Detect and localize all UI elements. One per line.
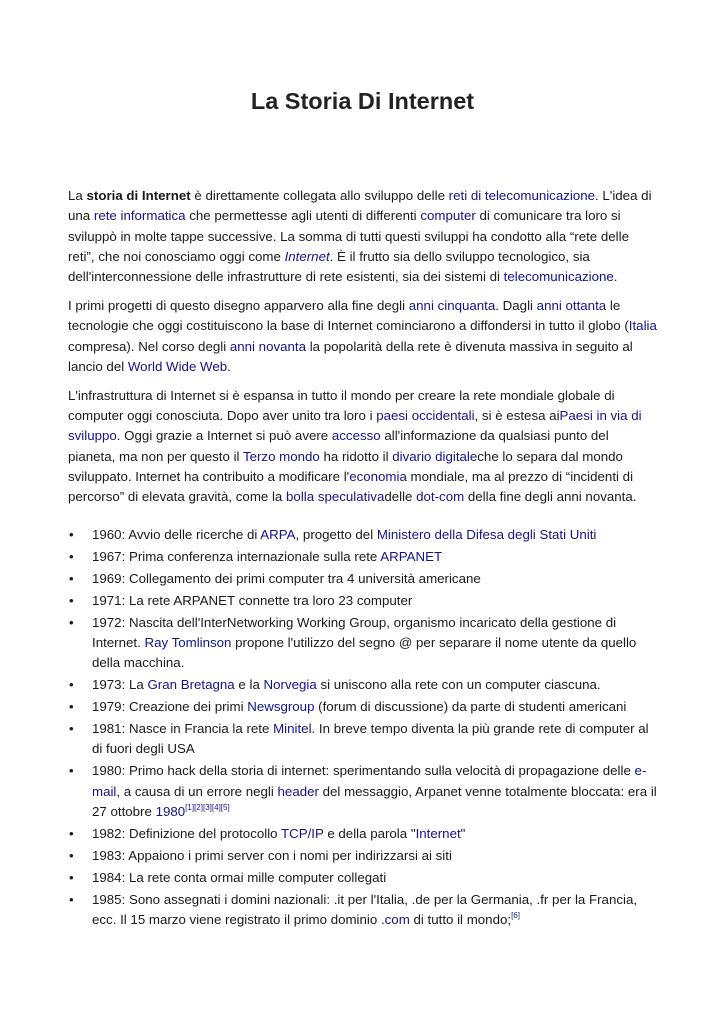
link-header[interactable]: header (277, 783, 319, 799)
text: mondiale, ma al prezzo di “incidenti di percorso” di elevata gravità, come la (68, 469, 634, 505)
link-gran-bretagna[interactable]: Gran Bretagna (147, 677, 235, 693)
link-minitel[interactable]: Minitel (273, 721, 312, 737)
timeline-item (68, 846, 658, 866)
text: all'informazione da qualsiasi punto del pianeta, ma non per questo il (68, 428, 609, 464)
link-dot-com[interactable]: dot-com (416, 489, 465, 505)
link-bolla-speculativa[interactable]: bolla speculativa (286, 489, 385, 505)
text: che lo separa dal mondo sviluppato. Internet ha contribuito a modificare l' (68, 448, 623, 485)
timeline-item (68, 547, 658, 567)
link-anni-ottanta[interactable]: anni ottanta (536, 298, 607, 314)
footnote-link[interactable]: [2] (194, 803, 203, 812)
link-newsgroup[interactable]: Newsgroup (247, 699, 315, 715)
timeline-item (68, 890, 658, 931)
link-internet-word[interactable]: Internet (415, 825, 461, 841)
link-anni-cinquanta[interactable]: anni cinquanta (408, 298, 496, 314)
article-body (68, 186, 658, 932)
footnote-link[interactable]: [1] (185, 803, 195, 812)
text: , si è estesa ai (474, 408, 560, 424)
timeline-item (68, 761, 658, 822)
timeline-item (68, 613, 658, 674)
link-rete-informatica[interactable]: rete informatica (93, 208, 186, 224)
text: ha ridotto il (319, 448, 393, 464)
text: . (227, 358, 231, 374)
text: che permettesse agli utenti di differenti (185, 208, 421, 224)
text: . L'idea di una (68, 188, 652, 224)
link-anni-novanta[interactable]: anni novanta (229, 338, 306, 354)
link-arpa[interactable]: ARPA (260, 526, 296, 542)
timeline-item (68, 591, 658, 611)
link-tcp-ip[interactable]: TCP/IP (281, 825, 324, 841)
link-economia[interactable]: economia (349, 469, 407, 485)
infrastructure-paragraph (68, 386, 658, 508)
timeline-list (68, 525, 658, 931)
timeline-item (68, 824, 658, 844)
link-telecomunicazione[interactable]: telecomunicazione (503, 269, 614, 285)
text: . In breve tempo diventa la più grande rete di computer al di fuori degli USA (92, 721, 649, 757)
text: 1980: Primo hack della storia di internet: sperimentando sulla velocità di propagazione delle (92, 763, 635, 779)
footnote-link[interactable]: [5] (220, 803, 230, 812)
link-ray-tomlinson[interactable]: Ray Tomlinson (144, 634, 232, 650)
footnote-link[interactable]: [3] (202, 803, 212, 812)
link-paesi-in-via-di-sviluppo[interactable]: Paesi in via di sviluppo (68, 408, 642, 444)
intro-paragraph (68, 186, 658, 287)
link-accesso[interactable]: accesso (331, 428, 381, 444)
text: L'infrastruttura di Internet si è espansa in tutto il mondo per creare la rete mondiale globale di computer oggi conosciuta. Dopo aver unito tra loro i (68, 387, 615, 424)
text: compresa). Nel corso degli (68, 338, 230, 354)
link-reti-telecomunicazione[interactable]: reti di telecomunicazione (448, 188, 596, 203)
text: 1983: Appaiono i primi server con i nomi per indirizzarsi ai siti (92, 847, 452, 863)
text: 1985: Sono assegnati i domini nazionali: .it per l'Italia, .de per la Germania, .fr per la Francia, ecc. Il 15 marzo viene registrato il primo dominio (92, 891, 638, 928)
text: e della parola " (323, 825, 416, 841)
text: 1984: La rete conta ormai mille computer collegati (92, 869, 387, 885)
text: . È il frutto sia dello sviluppo tecnologico, sia dell'interconnessione delle infrastrutture di rete esistenti, sia dei sistemi di (68, 248, 590, 285)
link-italia[interactable]: Italia (628, 318, 657, 334)
history-paragraph (68, 296, 658, 377)
footnote-refs (511, 911, 520, 920)
text: , a causa di un errore negli (116, 783, 278, 799)
timeline-item (68, 697, 658, 717)
link-paesi-occidentali[interactable]: paesi occidentali (376, 408, 475, 424)
link-internet[interactable]: Internet (284, 248, 330, 264)
link-arpanet[interactable]: ARPANET (380, 548, 443, 564)
text: . (613, 269, 618, 285)
link-world-wide-web[interactable]: World Wide Web (127, 358, 228, 374)
timeline-item (68, 525, 658, 545)
text: 1969: Collegamento dei primi computer tra 4 università americane (92, 570, 481, 586)
text: 1967: Prima conferenza internazionale sulla rete (92, 548, 381, 564)
text: 1971: La rete ARPANET connette tra loro 23 computer (92, 592, 413, 608)
text: di comunicare tra loro si sviluppò in molte tappe successive. La somma di tutti questi sviluppi ha condotto alla “rete delle reti”, che noi conosciamo oggi come (68, 208, 629, 264)
text: si uniscono alla rete con un computer ciascuna. (316, 677, 601, 693)
link-dot-com-domain[interactable]: .com (380, 912, 410, 928)
text: di tutto il mondo; (409, 912, 512, 928)
text: è direttamente collegata allo sviluppo delle (190, 188, 449, 203)
footnote-refs (185, 803, 230, 812)
footnote-link[interactable]: [6] (511, 911, 520, 921)
text: e la (234, 677, 264, 693)
text: propone l'utilizzo del segno @ per separare il nome utente da quello della macchina. (92, 634, 637, 671)
link-terzo-mondo[interactable]: Terzo mondo (242, 448, 320, 464)
text: 1973: La (92, 677, 148, 693)
text: 1979: Creazione dei primi (92, 699, 248, 715)
timeline-item (68, 675, 658, 695)
timeline-item (68, 719, 658, 760)
text: 1982: Definizione del protocollo (92, 825, 281, 841)
text: , progetto del (295, 526, 377, 542)
text: 1972: Nascita dell'InterNetworking Working Group, organismo incaricato della gestione di Internet. (92, 614, 617, 650)
text: . Oggi grazie a Internet si può avere (116, 428, 332, 444)
link-e-mail[interactable]: e-mail (92, 763, 647, 799)
text: della fine degli anni novanta. (464, 489, 637, 505)
text: 1981: Nasce in Francia la rete (92, 721, 274, 737)
link-norvegia[interactable]: Norvegia (263, 677, 317, 693)
link-computer[interactable]: computer (420, 208, 476, 224)
text: (forum di discussione) da parte di studenti americani (314, 699, 627, 715)
timeline-item (68, 569, 658, 589)
link-divario-digitale[interactable]: divario digitale (392, 448, 478, 464)
timeline-item (68, 868, 658, 888)
text: del messaggio, Arpanet venne totalmente bloccata: era il 27 ottobre (92, 783, 657, 819)
page-title: La Storia Di Internet (250, 88, 475, 114)
link-1980[interactable]: 1980 (155, 804, 186, 819)
text: delle (384, 489, 417, 505)
text: I primi progetti di questo disegno apparvero alla fine degli (68, 298, 409, 314)
text: . Dagli (495, 298, 537, 314)
footnote-link[interactable]: [4] (211, 803, 221, 812)
text: le tecnologie che oggi costituiscono la base di Internet cominciarono a diffondersi in tutto il globo ( (68, 298, 629, 334)
text: la popolarità della rete è divenuta massiva in seguito al lancio del (68, 338, 633, 374)
text: 1960: Avvio delle ricerche di (92, 526, 261, 542)
bold-term: storia di Internet (86, 188, 191, 203)
text: La (68, 188, 87, 203)
link-ministero-difesa[interactable]: Ministero della Difesa degli Stati Uniti (376, 526, 597, 542)
text: " (460, 825, 466, 841)
